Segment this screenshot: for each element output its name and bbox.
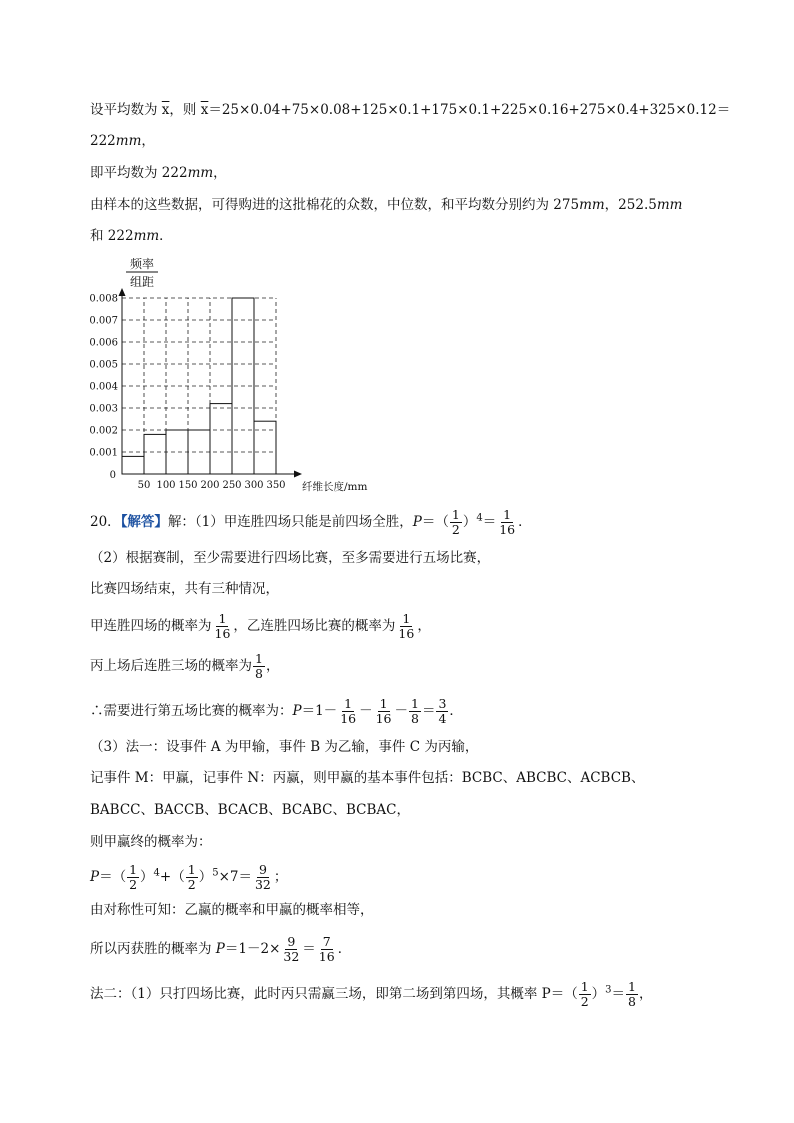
text-seg: （3）法一：设事件 A 为甲输，事件 B 为乙输，事件 C 为丙输， (90, 739, 479, 755)
prob-symbol: P (412, 514, 422, 530)
text-seg: ， (639, 986, 653, 1002)
text-seg: ＝（ (421, 514, 449, 530)
x-tick-label: 300 (244, 480, 264, 491)
fraction-denominator: 8 (255, 666, 263, 681)
exponent: 4 (153, 867, 160, 879)
fraction-numerator: 3 (438, 696, 447, 711)
fraction-numerator: 1 (451, 507, 460, 522)
text-seg: － (394, 703, 408, 719)
fraction-half (127, 863, 139, 892)
q20-part1-line (90, 508, 532, 537)
fraction-denominator: 8 (628, 994, 636, 1009)
text-seg: 即平均数为 222 (90, 165, 188, 181)
x-tick-label: 250 (222, 480, 242, 491)
text-seg: 丙上场后连胜三场的概率为 (90, 658, 252, 674)
fraction-1-8 (626, 980, 638, 1009)
q20-jia-prob-line (90, 863, 287, 892)
fraction-9-32 (281, 935, 301, 964)
unit: mm (115, 133, 142, 149)
fraction-3-4 (436, 697, 448, 726)
text-seg: ＝1－2× (224, 941, 281, 957)
exponent: 3 (605, 984, 612, 996)
fraction-1-8 (409, 697, 421, 726)
text-seg: 所以丙获胜的概率为 (90, 941, 216, 957)
text-seg: ， (141, 133, 155, 149)
text-seg: 由对称性可知：乙赢的概率和甲赢的概率相等， (90, 902, 374, 918)
text-seg: ＝ (302, 941, 316, 957)
fraction-denominator: 16 (499, 522, 516, 537)
summary-line (90, 195, 682, 215)
fraction-half (450, 508, 462, 537)
summary-line-2 (90, 226, 173, 246)
fraction-denominator: 16 (318, 949, 335, 964)
q20-events-line (90, 768, 644, 788)
mean-formula-line (90, 100, 730, 120)
text-seg: ． (518, 514, 532, 530)
fraction-denominator: 8 (411, 711, 419, 726)
x-tick-label: 200 (200, 480, 220, 491)
fraction-denominator: 2 (187, 877, 196, 892)
exponent: 5 (212, 867, 219, 879)
text-seg: ， (417, 618, 431, 634)
fraction-denominator: 16 (398, 626, 415, 641)
q20-prob-line (90, 612, 431, 641)
fraction-denominator: 2 (129, 877, 138, 892)
text-seg: 222 (90, 133, 116, 149)
text-seg: ． (449, 703, 463, 719)
y-tick-label: 0.004 (89, 381, 118, 393)
q20-part2-line (90, 548, 490, 568)
text-seg: ） (140, 869, 154, 885)
fraction-numerator: 1 (580, 979, 589, 994)
unit: mm (656, 197, 683, 213)
histogram-bar (166, 430, 188, 474)
text-seg: ＝ (611, 986, 626, 1002)
q20-fifth-line (90, 697, 463, 726)
text-seg: ， (265, 658, 280, 674)
text-seg: ×7＝ (218, 869, 252, 885)
mean-result-line (90, 131, 155, 151)
unit: mm (133, 228, 160, 244)
q20-part3-line (90, 737, 478, 757)
y-tick-label: 0.003 (89, 403, 118, 415)
text-seg: 和 222 (90, 228, 134, 244)
fraction-numerator: 1 (255, 651, 263, 666)
y-tick-label: 0.006 (89, 337, 118, 349)
fraction-1-16 (213, 612, 233, 641)
fraction-numerator: 1 (628, 979, 636, 994)
text-seg: 解：（1）甲连胜四场只能是前四场全胜， (167, 514, 413, 530)
fraction-numerator: 9 (258, 862, 267, 877)
fraction-denominator: 16 (375, 711, 392, 726)
x-tick-label: 50 (137, 480, 151, 491)
fraction-denominator: 4 (438, 711, 447, 726)
fraction-numerator: 1 (187, 862, 196, 877)
q20-jia-prob-label (90, 832, 212, 852)
text-seg: ） (591, 986, 606, 1002)
unit: mm (187, 165, 214, 181)
text-seg: ＝（ (99, 869, 127, 885)
y-tick-label: 0.002 (89, 425, 118, 437)
prob-symbol: P (90, 869, 100, 885)
fraction-numerator: 1 (402, 611, 411, 626)
y-axis-label-top: 频率 (129, 257, 155, 271)
y-tick-label: 0.008 (89, 293, 118, 305)
mean-statement-line (90, 163, 227, 183)
fraction-1-16 (396, 612, 416, 641)
text-seg: ） (198, 869, 213, 885)
fraction-denominator: 16 (340, 711, 357, 726)
fraction-7-16 (317, 935, 337, 964)
q20-method2-line (90, 980, 653, 1009)
fraction-1-8 (253, 652, 265, 681)
q20-bing-win-line (90, 935, 351, 964)
fraction-numerator: 1 (503, 507, 512, 522)
text-seg: ． (337, 941, 352, 957)
text-seg: ＝ (421, 703, 436, 719)
text-seg: ． (159, 228, 173, 244)
answer-tag: 【解答】 (120, 514, 168, 530)
text-seg: +（ (159, 869, 185, 885)
text-seg: （2）根据赛制，至少需要进行四场比赛，至多需要进行五场比赛， (90, 550, 491, 566)
text-seg: ＝25×0.04+75×0.08+125×0.1+175×0.1+225×0.16+275×0.4+325×0.12＝ (208, 102, 731, 118)
fraction-denominator: 2 (580, 994, 589, 1009)
xbar-symbol: $\overline{x}$ (161, 102, 170, 118)
text-seg: ） (462, 514, 477, 530)
text-seg: ，则 (169, 102, 201, 118)
y-tick-label: 0.005 (89, 359, 118, 371)
fraction-denominator: 32 (283, 949, 300, 964)
x-tick-label: 350 (266, 480, 286, 491)
fraction-denominator: 32 (254, 877, 271, 892)
fraction-1-16 (497, 508, 517, 537)
histogram-bar (210, 404, 232, 474)
text-seg: BABCC、BACCB、BCACB、BCABC、BCBAC， (90, 802, 410, 818)
q20-bing-line (90, 652, 279, 681)
x-tick-label: 100 (156, 480, 176, 491)
fraction-numerator: 1 (411, 696, 419, 711)
text-seg: ＝1－ (301, 703, 338, 719)
y-tick-label: 0.007 (89, 315, 118, 327)
q20-symmetry-line (90, 900, 374, 920)
text-seg: ＝ (482, 514, 497, 530)
text-seg: ，252.5 (604, 197, 657, 213)
histogram-bar (144, 434, 166, 474)
y-axis-label-bottom: 组距 (129, 275, 155, 289)
text-seg: ∴需要进行第五场比赛的概率为： (90, 703, 293, 719)
text-seg: ； (273, 869, 288, 885)
fraction-9-32 (253, 863, 273, 892)
x-tick-label: 150 (178, 480, 198, 491)
text-seg: ，乙连胜四场比赛的概率为 (233, 618, 396, 634)
question-number: 20． (90, 514, 121, 530)
frequency-histogram (80, 252, 380, 497)
text-seg: ， (213, 165, 227, 181)
text-seg: 法二：（1）只打四场比赛，此时丙只需赢三场，即第二场到第四场，其概率 P＝（ (90, 986, 578, 1002)
fraction-denominator: 16 (214, 626, 231, 641)
text-seg: 设平均数为 (90, 102, 162, 118)
y-tick-label: 0.001 (89, 447, 118, 459)
fraction-denominator: 2 (451, 522, 460, 537)
text-seg: 由样本的这些数据，可得购进的这批棉花的众数，中位数，和平均数分别约为 275 (90, 197, 580, 213)
fraction-half (186, 863, 198, 892)
fraction-half (579, 980, 591, 1009)
fraction-numerator: 1 (344, 696, 353, 711)
text-seg: 甲连胜四场的概率为 (90, 618, 212, 634)
fraction-numerator: 9 (287, 934, 296, 949)
prob-symbol: P (292, 703, 302, 719)
fraction-numerator: 1 (129, 862, 138, 877)
histogram-bar (254, 421, 276, 474)
histogram-bar (122, 456, 144, 474)
fraction-numerator: 1 (379, 696, 388, 711)
prob-symbol: P (215, 941, 225, 957)
text-seg: 则甲赢终的概率为： (90, 834, 212, 850)
x-tick-label: 0 (109, 470, 116, 481)
fraction-numerator: 1 (218, 611, 227, 626)
unit: mm (579, 197, 605, 213)
q20-cases-line (90, 579, 279, 599)
text-seg: 比赛四场结束，共有三种情况， (90, 581, 279, 597)
xbar-symbol: $\overline{x}$ (200, 102, 209, 118)
fraction-1-16 (338, 697, 358, 726)
text-seg: － (359, 703, 373, 719)
x-axis-arrow (294, 471, 302, 478)
x-axis-label: 纤维长度/mm (302, 481, 368, 493)
fraction-1-16 (374, 697, 394, 726)
q20-events-line-2 (90, 800, 410, 820)
fraction-numerator: 7 (322, 934, 331, 949)
y-axis-arrow (119, 288, 126, 296)
text-seg: 记事件 M：甲赢，记事件 N：丙赢，则甲赢的基本事件包括：BCBC、ABCBC、ACBCB、 (90, 770, 645, 786)
exponent: 4 (476, 512, 483, 524)
